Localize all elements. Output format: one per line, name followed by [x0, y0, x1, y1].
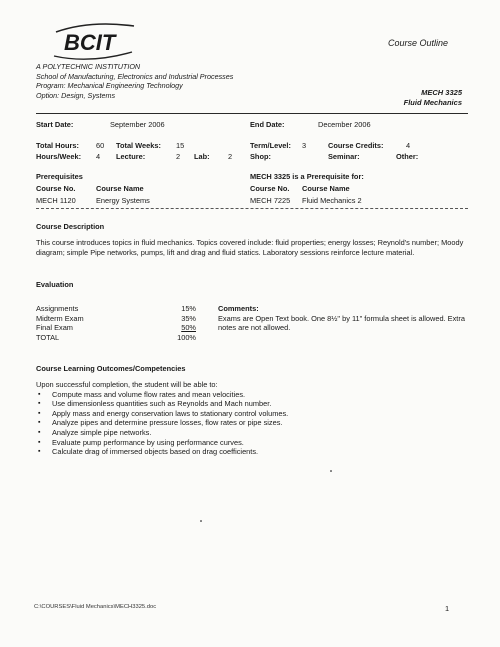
evaluation-percent: 15% [181, 304, 196, 313]
evaluation-percent: 35% [181, 313, 196, 323]
credits-label: Course Credits: [328, 141, 384, 150]
prereq-for-course-no: MECH 7225 [250, 196, 291, 205]
outcome-item: ▪ Calculate drag of immersed objects based on drag coefficients. [52, 447, 466, 457]
prereq-for-col-name: Course Name [302, 184, 350, 193]
prereq-course-name: Energy Systems [96, 196, 150, 205]
term-label: Term/Level: [250, 141, 291, 150]
outcomes-heading: Course Learning Outcomes/Competencies [36, 364, 186, 373]
lab-label: Lab: [194, 152, 210, 161]
prereq-rule [36, 208, 468, 209]
course-id-block [404, 88, 462, 108]
evaluation-row [36, 323, 196, 333]
seminar-label: Seminar: [328, 152, 360, 161]
outcome-item: ▪ Use dimensionless quantities such as Reynolds and Mach number. [52, 399, 466, 409]
evaluation-item: Midterm Exam [36, 313, 84, 323]
school-name: School of Manufacturing, Electronics and Industrial Processes [36, 71, 234, 81]
option-name: Option: Design, Systems [36, 90, 116, 100]
outcomes-list [36, 390, 466, 457]
start-date-value: September 2006 [110, 120, 165, 129]
header-rule [36, 113, 468, 114]
prereq-for-course-name: Fluid Mechanics 2 [302, 196, 362, 205]
prereq-heading: Prerequisites [36, 172, 83, 181]
outcome-item: ▪ Analyze pipes and determine pressure losses, flow rates or pipe sizes. [52, 418, 466, 428]
total-hours-value: 60 [96, 141, 105, 150]
other-label: Other: [396, 152, 419, 161]
comments-heading: Comments: [218, 304, 259, 313]
total-weeks-label: Total Weeks: [116, 141, 161, 150]
total-hours-label: Total Hours: [36, 141, 79, 150]
hours-week-value: 4 [96, 152, 101, 161]
bcit-logo [50, 18, 140, 64]
credits-value: 4 [406, 141, 411, 150]
evaluation-item: Final Exam [36, 323, 73, 333]
outcome-item: ▪ Apply mass and energy conservation laws to stationary control volumes. [52, 409, 466, 419]
lab-value: 2 [228, 152, 233, 161]
prereq-course-no: MECH 1120 [36, 196, 76, 205]
evaluation-heading: Evaluation [36, 280, 74, 289]
shop-label: Shop: [250, 152, 271, 161]
program-name: Program: Mechanical Engineering Technology [36, 81, 183, 90]
prereq-col-no: Course No. [36, 184, 76, 193]
description-text: This course introduces topics in fluid mechanics. Topics covered include: fluid properties; energy losses; Reynold's number; Moody diagram; simple Pipe networks, pumps, lift and drag and fluid statics. Laboratory sessions reinforce lecture material. [36, 238, 464, 257]
end-date-value: December 2006 [318, 120, 371, 129]
evaluation-item: TOTAL [36, 332, 60, 342]
prereq-for-col-no: Course No. [250, 184, 290, 193]
evaluation-row [36, 304, 196, 314]
outcomes-block [36, 380, 466, 457]
course-title: Fluid Mechanics [403, 98, 462, 107]
logo-text: BCIT [64, 30, 116, 55]
outcome-item: ▪ Analyze simple pipe networks. [52, 428, 466, 438]
institution-tagline: A POLYTECHNIC INSTITUTION [36, 62, 141, 71]
scan-speck [200, 520, 202, 522]
end-date-label: End Date: [250, 120, 285, 129]
scan-speck [330, 470, 332, 472]
lecture-value: 2 [176, 152, 181, 161]
evaluation-row [36, 314, 196, 324]
institution-block [36, 62, 233, 100]
lecture-label: Lecture: [116, 152, 146, 161]
evaluation-percent: 50% [181, 323, 196, 333]
hours-week-label: Hours/Week: [36, 152, 82, 161]
comments-text: Exams are Open Text book. One 8½" by 11" formula sheet is allowed. Extra notes are not allowed. [218, 313, 465, 333]
footer-file-path: C:\COURSES\Fluid Mechanics\MECH3325.doc [34, 604, 157, 610]
course-outline-label: Course Outline [388, 38, 449, 48]
outcome-item: ▪ Compute mass and volume flow rates and mean velocities. [52, 390, 466, 400]
evaluation-percent: 100% [177, 332, 196, 342]
evaluation-table [36, 304, 196, 342]
start-date-label: Start Date: [36, 120, 74, 129]
total-weeks-value: 15 [176, 141, 185, 150]
outcomes-intro: Upon successful completion, the student will be able to: [36, 380, 218, 389]
description-heading: Course Description [36, 222, 105, 231]
course-code: MECH 3325 [421, 88, 462, 97]
outcome-item: ▪ Evaluate pump performance by using performance curves. [52, 438, 466, 448]
term-value: 3 [302, 141, 307, 150]
evaluation-item: Assignments [36, 304, 79, 313]
prereq-col-name: Course Name [96, 184, 144, 193]
page-number: 1 [445, 604, 450, 613]
evaluation-total-row [36, 333, 196, 343]
comments-block [218, 304, 468, 333]
prereq-for-heading: MECH 3325 is a Prerequisite for: [250, 172, 364, 181]
